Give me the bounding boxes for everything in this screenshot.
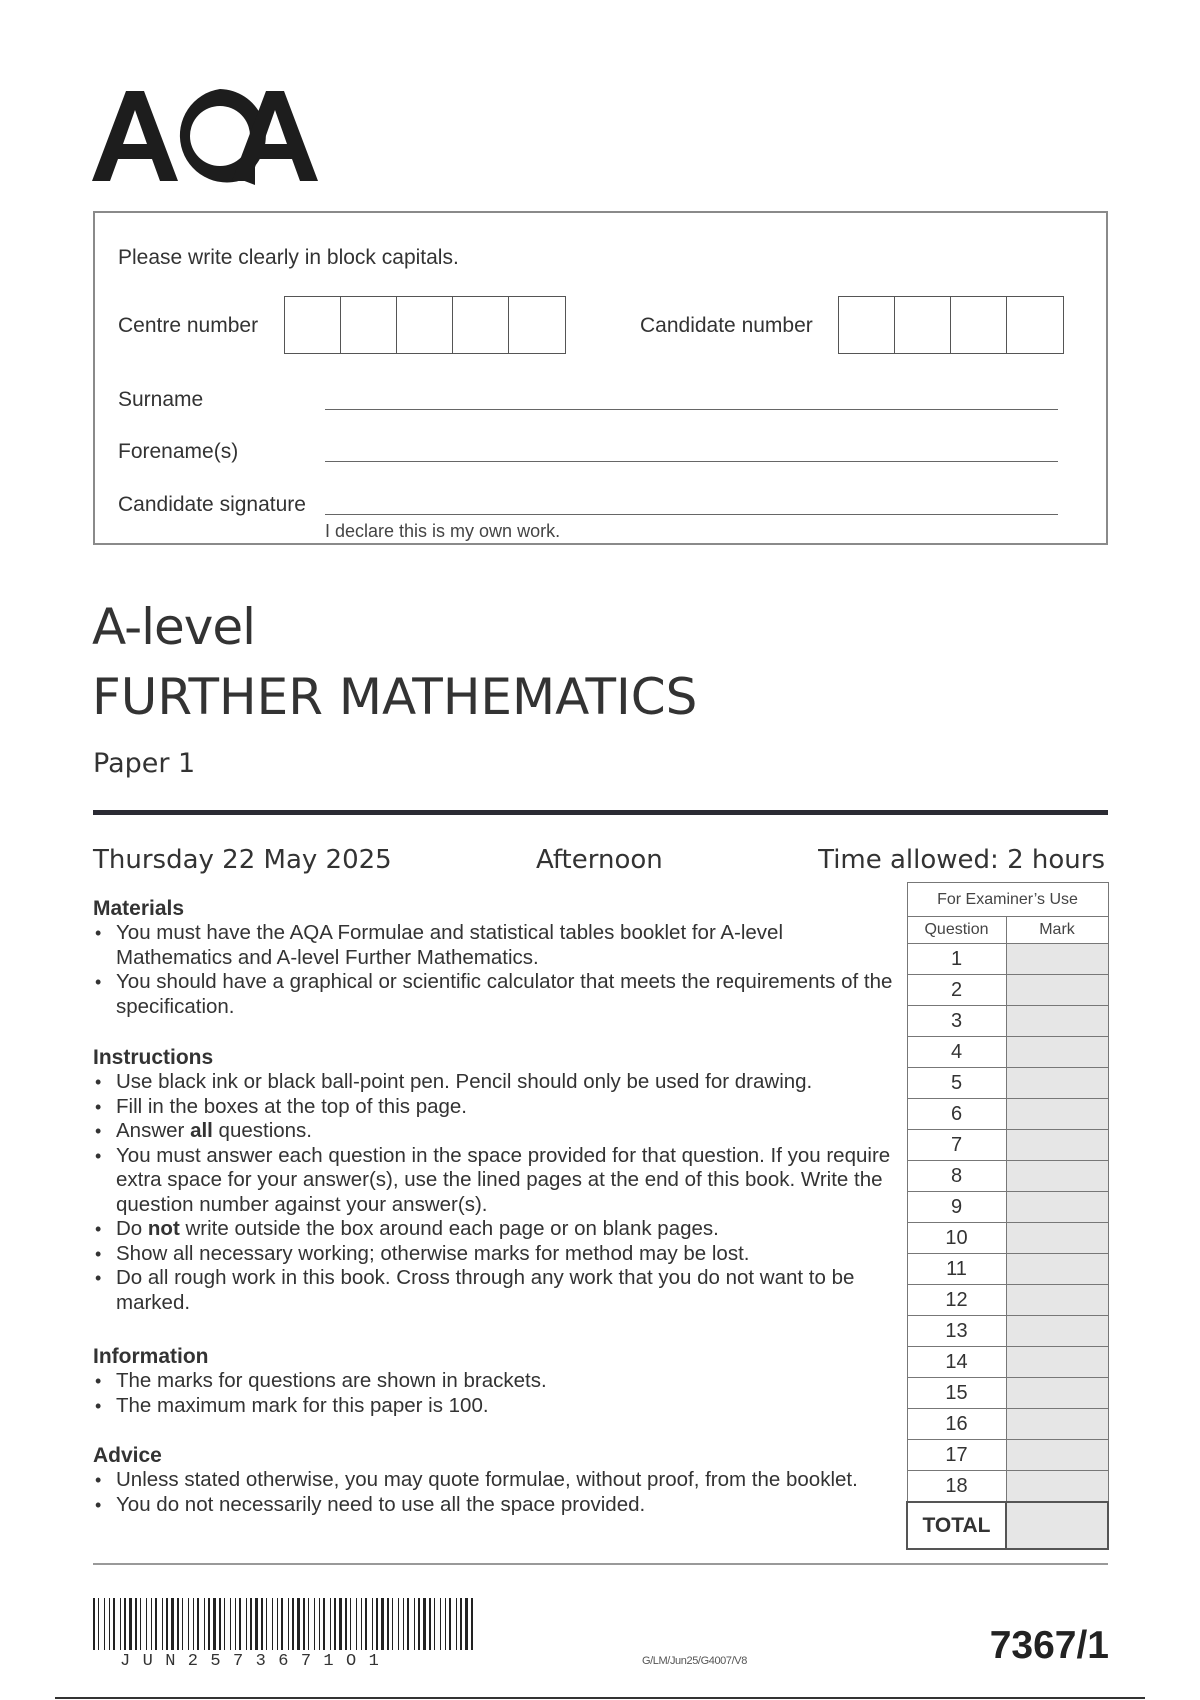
forename-label: Forename(s) xyxy=(118,440,239,463)
paper-code: 7367/1 xyxy=(989,1624,1109,1667)
barcode-bar xyxy=(155,1598,157,1650)
mark-cell xyxy=(1006,1254,1108,1285)
barcode-bar xyxy=(418,1598,420,1650)
candidate-digit-box[interactable] xyxy=(839,297,895,353)
list-item: • You must have the AQA Formulae and statistical tables booklet for A-level Mathematics and A-level Further Mathematics. xyxy=(93,921,893,970)
table-row xyxy=(907,1037,1108,1068)
exam-date: Thursday 22 May 2025 xyxy=(93,845,392,875)
list-item: • The maximum mark for this paper is 100. xyxy=(93,1394,893,1419)
table-row xyxy=(907,1285,1108,1316)
total-mark-cell xyxy=(1006,1502,1108,1549)
barcode-bar xyxy=(120,1598,121,1650)
barcode-bar xyxy=(93,1598,95,1650)
barcode-bar xyxy=(266,1598,267,1650)
barcode-bar xyxy=(255,1598,258,1650)
barcode-bar xyxy=(162,1598,163,1650)
barcode-bar xyxy=(423,1598,426,1650)
barcode-bar xyxy=(177,1598,179,1650)
barcode-bar xyxy=(449,1598,451,1650)
mark-cell xyxy=(1006,1006,1108,1037)
mark-cell xyxy=(1006,975,1108,1006)
table-row xyxy=(907,1099,1108,1130)
table-row xyxy=(907,1006,1108,1037)
table-row xyxy=(907,944,1108,975)
signature-label: Candidate signature xyxy=(118,493,306,516)
barcode-bar xyxy=(124,1598,126,1650)
table-row xyxy=(907,1440,1108,1471)
barcode-bar xyxy=(440,1598,441,1650)
barcode-bar xyxy=(197,1598,199,1650)
barcode-bar xyxy=(319,1598,320,1650)
centre-number-boxes[interactable] xyxy=(284,296,566,354)
centre-number-label: Centre number xyxy=(118,314,259,337)
list-item: • You do not necessarily need to use all the space provided. xyxy=(93,1493,893,1518)
reference-code: G/LM/Jun25/G4007/V8 xyxy=(642,1655,747,1667)
question-number-cell: 15 xyxy=(907,1378,1006,1409)
question-number-cell: 14 xyxy=(907,1347,1006,1378)
candidate-details-box xyxy=(93,211,1108,545)
question-number-cell: 6 xyxy=(907,1099,1006,1130)
barcode-bar xyxy=(208,1598,210,1650)
materials-section xyxy=(93,897,893,1019)
table-row xyxy=(907,1378,1108,1409)
barcode-bar xyxy=(361,1598,362,1650)
information-section xyxy=(93,1345,893,1418)
mark-cell xyxy=(1006,1440,1108,1471)
barcode-bar xyxy=(288,1598,289,1650)
barcode-bar xyxy=(219,1598,221,1650)
barcode-bar xyxy=(314,1598,315,1650)
barcode-bar xyxy=(365,1598,367,1650)
barcode-bar xyxy=(323,1598,325,1650)
barcode-bar xyxy=(129,1598,132,1650)
barcode-bar xyxy=(250,1598,252,1650)
barcode-bar xyxy=(151,1598,152,1650)
barcode-bar xyxy=(303,1598,305,1650)
barcode-bar xyxy=(403,1598,404,1650)
mark-cell xyxy=(1006,1378,1108,1409)
mark-column-header: Mark xyxy=(1006,917,1108,944)
mark-cell xyxy=(1006,1099,1108,1130)
candidate-number-label: Candidate number xyxy=(640,314,813,337)
table-row xyxy=(907,1471,1108,1503)
barcode-bar xyxy=(135,1598,137,1650)
barcode-bar xyxy=(239,1598,241,1650)
question-number-cell: 9 xyxy=(907,1192,1006,1223)
barcode-bar xyxy=(277,1598,278,1650)
barcode-bar xyxy=(188,1598,189,1650)
mark-cell xyxy=(1006,1068,1108,1099)
mark-cell xyxy=(1006,1347,1108,1378)
mark-cell xyxy=(1006,1471,1108,1503)
mark-cell xyxy=(1006,944,1108,975)
instructions-heading: Instructions xyxy=(93,1046,214,1069)
barcode-bar xyxy=(356,1598,357,1650)
advice-heading: Advice xyxy=(93,1444,162,1467)
barcode-bar xyxy=(350,1598,351,1650)
barcode-bar xyxy=(334,1598,336,1650)
barcode-bar xyxy=(465,1598,468,1650)
question-number-cell: 17 xyxy=(907,1440,1006,1471)
barcode-bar xyxy=(193,1598,194,1650)
list-item: • Fill in the boxes at the top of this page. xyxy=(93,1095,893,1120)
forename-line[interactable] xyxy=(325,461,1058,462)
barcode-bar xyxy=(113,1598,115,1650)
barcode-bar xyxy=(387,1598,389,1650)
barcode-bar xyxy=(230,1598,231,1650)
table-row xyxy=(907,1161,1108,1192)
barcode-bar xyxy=(281,1598,283,1650)
barcode-bar xyxy=(146,1598,147,1650)
page-bottom-rule xyxy=(55,1697,1145,1699)
question-number-cell: 10 xyxy=(907,1223,1006,1254)
question-number-cell: 16 xyxy=(907,1409,1006,1440)
centre-digit-box[interactable] xyxy=(397,297,453,353)
paper-number: Paper 1 xyxy=(93,748,196,779)
question-number-cell: 3 xyxy=(907,1006,1006,1037)
table-row xyxy=(907,1409,1108,1440)
barcode-bar xyxy=(171,1598,174,1650)
barcode-bar xyxy=(308,1598,309,1650)
mark-cell xyxy=(1006,1409,1108,1440)
surname-label: Surname xyxy=(118,388,204,411)
mark-cell xyxy=(1006,1316,1108,1347)
list-item: • Unless stated otherwise, you may quote formulae, without proof, from the booklet. xyxy=(93,1468,893,1493)
advice-section xyxy=(93,1444,893,1517)
barcode-bar xyxy=(109,1598,110,1650)
table-row xyxy=(907,1254,1108,1285)
mark-cell xyxy=(1006,1161,1108,1192)
table-row xyxy=(907,1223,1108,1254)
declaration-text: I declare this is my own work. xyxy=(325,521,561,541)
barcode-bar xyxy=(235,1598,236,1650)
question-number-cell: 18 xyxy=(907,1471,1006,1503)
list-item: • Show all necessary working; otherwise marks for method may be lost. xyxy=(93,1242,893,1267)
examiner-table-title: For Examiner’s Use xyxy=(907,883,1108,917)
footer-divider xyxy=(93,1563,1108,1565)
information-heading: Information xyxy=(93,1345,209,1368)
question-number-cell: 12 xyxy=(907,1285,1006,1316)
barcode-bar xyxy=(407,1598,409,1650)
barcode-bar xyxy=(471,1598,473,1650)
table-row xyxy=(907,1068,1108,1099)
question-number-cell: 4 xyxy=(907,1037,1006,1068)
candidate-number-boxes[interactable] xyxy=(838,296,1064,354)
question-number-cell: 5 xyxy=(907,1068,1006,1099)
table-row xyxy=(907,1192,1108,1223)
aqa-logo xyxy=(92,86,318,186)
barcode-bar xyxy=(460,1598,462,1650)
barcode-bar xyxy=(261,1598,263,1650)
exam-session: Afternoon xyxy=(536,845,663,875)
list-item: • You must answer each question in the space provided for that question. If you require extra space for your answer(s), use the lined pages at the end of this book. Write the question number against your answer(s). xyxy=(93,1144,893,1218)
barcode-bar xyxy=(398,1598,399,1650)
barcode xyxy=(93,1598,476,1650)
list-item: • Answer all questions. xyxy=(93,1119,893,1144)
title-divider xyxy=(93,810,1108,815)
barcode-bar xyxy=(429,1598,431,1650)
barcode-bar xyxy=(330,1598,331,1650)
question-number-cell: 7 xyxy=(907,1130,1006,1161)
mark-cell xyxy=(1006,1192,1108,1223)
block-capitals-instruction: Please write clearly in block capitals. xyxy=(118,246,459,269)
subject-title: FURTHER MATHEMATICS xyxy=(92,668,698,726)
barcode-bar xyxy=(345,1598,347,1650)
barcode-bar xyxy=(104,1598,105,1650)
question-number-cell: 8 xyxy=(907,1161,1006,1192)
list-item: • Use black ink or black ball-point pen. Pencil should only be used for drawing. xyxy=(93,1070,893,1095)
barcode-bar xyxy=(372,1598,373,1650)
centre-digit-box[interactable] xyxy=(453,297,509,353)
barcode-bar xyxy=(445,1598,446,1650)
barcode-bar xyxy=(456,1598,457,1650)
list-item: • The marks for questions are shown in brackets. xyxy=(93,1369,893,1394)
barcode-bar xyxy=(376,1598,378,1650)
table-row xyxy=(907,1347,1108,1378)
materials-heading: Materials xyxy=(93,897,185,920)
question-number-cell: 11 xyxy=(907,1254,1006,1285)
barcode-bar xyxy=(272,1598,273,1650)
barcode-bar xyxy=(224,1598,225,1650)
barcode-bar xyxy=(213,1598,216,1650)
qualification-level: A-level xyxy=(92,598,256,656)
barcode-bar xyxy=(140,1598,141,1650)
barcode-bar xyxy=(414,1598,415,1650)
signature-line[interactable] xyxy=(325,514,1058,515)
barcode-bar xyxy=(166,1598,168,1650)
mark-cell xyxy=(1006,1285,1108,1316)
examiner-use-table xyxy=(906,882,1109,1550)
barcode-bar xyxy=(297,1598,300,1650)
barcode-bar xyxy=(434,1598,435,1650)
barcode-bar xyxy=(381,1598,384,1650)
mark-cell xyxy=(1006,1130,1108,1161)
question-number-cell: 13 xyxy=(907,1316,1006,1347)
total-label: TOTAL xyxy=(907,1502,1006,1549)
list-item: • You should have a graphical or scientific calculator that meets the requirements of the specification. xyxy=(93,970,893,1019)
barcode-bar xyxy=(292,1598,294,1650)
table-row xyxy=(907,1316,1108,1347)
list-item: • Do not write outside the box around each page or on blank pages. xyxy=(93,1217,893,1242)
barcode-bar xyxy=(339,1598,342,1650)
barcode-bar xyxy=(246,1598,247,1650)
question-number-cell: 1 xyxy=(907,944,1006,975)
candidate-digit-box[interactable] xyxy=(895,297,951,353)
centre-digit-box[interactable] xyxy=(341,297,397,353)
mark-cell xyxy=(1006,1223,1108,1254)
surname-line[interactable] xyxy=(325,409,1058,410)
barcode-bar xyxy=(204,1598,205,1650)
instructions-section xyxy=(93,1046,893,1315)
mark-cell xyxy=(1006,1037,1108,1068)
table-row xyxy=(907,975,1108,1006)
question-column-header: Question xyxy=(907,917,1006,944)
list-item: • Do all rough work in this book. Cross through any work that you do not want to be marked. xyxy=(93,1266,893,1315)
barcode-bar xyxy=(182,1598,183,1650)
barcode-digits: JUN2573671O1 xyxy=(120,1652,392,1671)
centre-digit-box[interactable] xyxy=(285,297,341,353)
table-row xyxy=(907,1130,1108,1161)
question-number-cell: 2 xyxy=(907,975,1006,1006)
candidate-digit-box[interactable] xyxy=(951,297,1007,353)
barcode-bar xyxy=(98,1598,99,1650)
candidate-digit-box[interactable] xyxy=(1007,297,1063,353)
time-allowed: Time allowed: 2 hours xyxy=(818,845,1105,875)
centre-digit-box[interactable] xyxy=(509,297,565,353)
barcode-bar xyxy=(392,1598,393,1650)
